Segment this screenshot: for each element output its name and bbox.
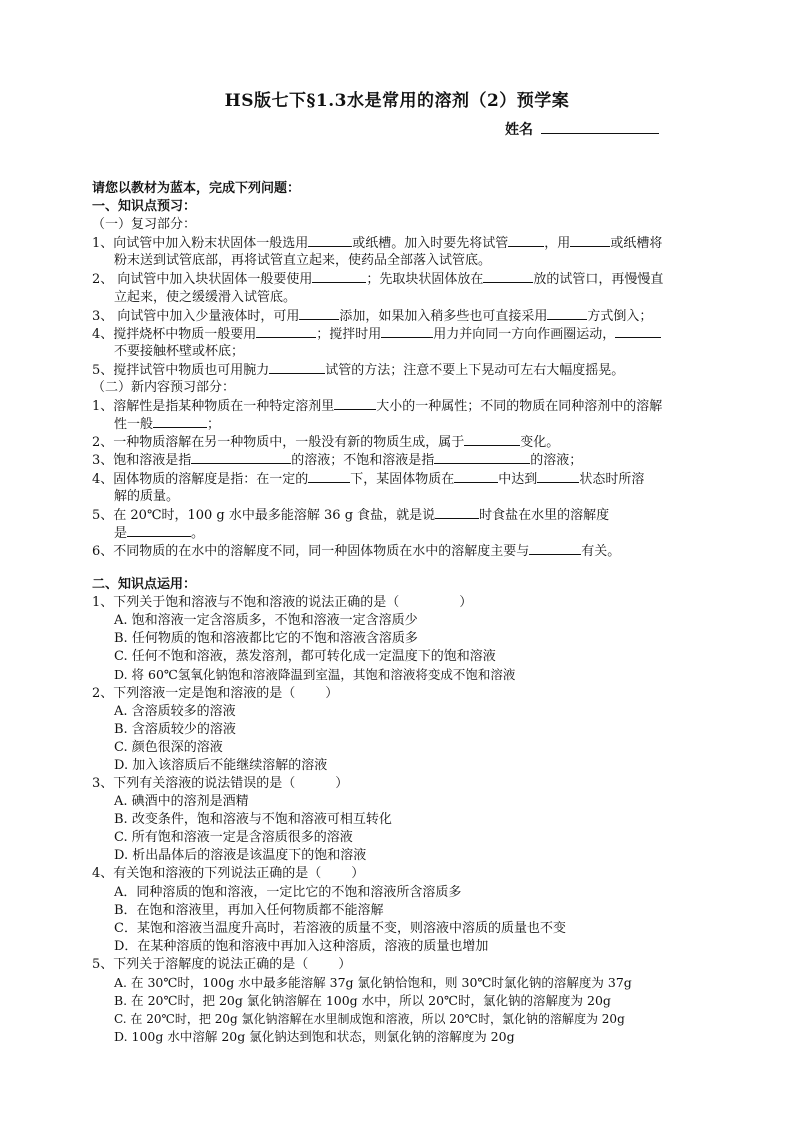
new-item-3: 3、饱和溶液是指 的溶液；不饱和溶液是指 的溶液； <box>92 453 583 469</box>
answer-blank[interactable] <box>434 451 530 464</box>
option[interactable]: A. 含溶质较多的溶液 <box>114 703 236 719</box>
review-item-1-cont: 粉末送到试管底部，再将试管直立起来，使药品全部落入试管底。 <box>114 253 492 269</box>
answer-blank[interactable] <box>299 307 339 320</box>
answer-blank[interactable] <box>153 415 207 428</box>
question-2: 2、下列溶液一定是饱和溶液的是（ ） <box>92 685 339 701</box>
name-blank[interactable] <box>541 121 659 134</box>
answer-blank[interactable] <box>127 524 191 537</box>
option[interactable]: C. 在 20℃时，把 20g 氯化钠溶解在水里制成饱和溶液，所以 20℃时，氯化钠的溶解度为 20g <box>114 1012 625 1027</box>
answer-blank[interactable] <box>308 470 350 483</box>
answer-blank[interactable] <box>508 234 544 247</box>
option[interactable]: D. 将 60℃氢氧化钠饱和溶液降温到室温，其饱和溶液将变成不饱和溶液 <box>114 667 516 683</box>
answer-blank[interactable] <box>381 325 433 338</box>
answer-blank[interactable] <box>615 325 661 338</box>
option[interactable]: D. 析出晶体后的溶液是该温度下的饱和溶液 <box>114 848 367 864</box>
new-item-5-cont: 是 。 <box>114 525 205 541</box>
option[interactable]: A. 在 30℃时，100g 水中最多能溶解 37g 氯化钠恰饱和，则 30℃时氯化钠的溶解度为 37g <box>114 975 632 991</box>
answer-blank[interactable] <box>529 542 581 555</box>
answer-blank[interactable] <box>537 470 579 483</box>
answer-blank[interactable] <box>435 506 479 519</box>
review-heading: （一）复习部分： <box>92 217 197 233</box>
new-item-1: 1、溶解性是指某种物质在一种特定溶剂里 大小的一种属性；不同的物质在同种溶剂中的溶解 <box>92 399 663 415</box>
option[interactable]: B. 含溶质较少的溶液 <box>114 721 236 737</box>
option[interactable]: D．在某种溶质的饱和溶液中再加入这种溶质，溶液的质量也增加 <box>114 938 489 954</box>
question-3: 3、下列有关溶液的说法错误的是（ ） <box>92 776 349 791</box>
option[interactable]: B. 在 20℃时，把 20g 氯化钠溶解在 100g 水中，所以 20℃时，氯化钠的溶解度为 20g <box>114 993 611 1009</box>
option[interactable]: B. 改变条件，饱和溶液与不饱和溶液可相互转化 <box>114 812 392 828</box>
answer-blank[interactable] <box>312 270 366 283</box>
option[interactable]: C. 颜色很深的溶液 <box>114 739 223 755</box>
question-4: 4、有关饱和溶液的下列说法正确的是（ ） <box>92 866 365 882</box>
new-item-6: 6、不同物质的在水中的溶解度不同，同一种固体物质在水中的溶解度主要与 有关。 <box>92 543 621 559</box>
answer-blank[interactable] <box>547 307 587 320</box>
answer-blank[interactable] <box>256 325 316 338</box>
section2-heading: 二、知识点运用： <box>92 576 197 592</box>
review-item-4-cont: 不要接触杯壁或杯底； <box>114 343 245 359</box>
answer-blank[interactable] <box>464 433 520 446</box>
answer-blank[interactable] <box>308 234 352 247</box>
answer-blank[interactable] <box>269 361 325 374</box>
option[interactable]: B. 任何物质的饱和溶液都比它的不饱和溶液含溶质多 <box>114 631 418 647</box>
question-1: 1、下列关于饱和溶液与不饱和溶液的说法正确的是（ ） <box>92 595 473 611</box>
answer-blank[interactable] <box>483 270 533 283</box>
option[interactable]: D. 加入该溶质后不能继续溶解的溶液 <box>114 757 328 773</box>
review-item-1: 1、向试管中加入粉末状固体一般选用 或纸槽。加入时要先将试管 ，用 或纸槽将 <box>92 236 663 252</box>
new-item-5: 5、在 20℃时，100 g 水中最多能溶解 36 g 食盐，就是说 时食盐在水里的溶解度 <box>92 507 610 523</box>
answer-blank[interactable] <box>454 470 498 483</box>
answer-blank[interactable] <box>570 234 610 247</box>
question-5: 5、下列关于溶解度的说法正确的是（ ） <box>92 956 352 972</box>
review-item-4: 4、搅拌烧杯中物质一般要用 ；搅拌时用 用力并向同一方向作画圈运动， <box>92 325 712 343</box>
option[interactable]: C．某饱和溶液当温度升高时，若溶液的质量不变，则溶液中溶质的质量也不变 <box>114 920 566 936</box>
answer-blank[interactable] <box>191 451 291 464</box>
option[interactable]: C. 任何不饱和溶液，蒸发溶剂，都可转化成一定温度下的饱和溶液 <box>114 649 496 665</box>
option[interactable]: A. 饱和溶液一定含溶质多，不饱和溶液一定含溶质少 <box>114 613 418 629</box>
new-item-2: 2、一种物质溶解在另一种物质中，一般没有新的物质生成，属于 变化。 <box>92 435 560 451</box>
instruction: 请您以教材为蓝本，完成下列问题： <box>92 181 301 196</box>
option[interactable]: D. 100g 水中溶解 20g 氯化钠达到饱和状态，则氯化钠的溶解度为 20g <box>114 1029 515 1045</box>
worksheet-content <box>92 180 712 1046</box>
option[interactable]: B．在饱和溶液里，再加入任何物质都不能溶解 <box>114 902 384 918</box>
new-item-4: 4、固体物质的溶解度是指：在一定的 下，某固体物质在 中达到 状态时所溶 <box>92 471 645 487</box>
review-item-2-cont: 立起来，使之缓缓滑入试管底。 <box>114 289 297 305</box>
option[interactable]: A. 碘酒中的溶剂是酒精 <box>114 794 249 810</box>
new-item-1-cont: 性一般 ； <box>114 417 221 433</box>
name-field <box>505 119 659 139</box>
option[interactable]: A．同种溶质的饱和溶液，一定比它的不饱和溶液所含溶质多 <box>114 884 462 900</box>
review-item-5: 5、搅拌试管中物质也可用腕力 试管的方法；注意不要上下晃动可左右大幅度摇晃。 <box>92 362 625 378</box>
new-heading: （二）新内容预习部分： <box>92 380 236 396</box>
name-label: 姓名 <box>505 122 533 138</box>
new-item-4-cont: 解的质量。 <box>114 488 180 504</box>
review-item-2: 2、 向试管中加入块状固体一般要使用 ；先取块状固体放在 放的试管口，再慢慢直 <box>92 272 664 288</box>
option[interactable]: C. 所有饱和溶液一定是含溶质很多的溶液 <box>114 830 353 846</box>
answer-blank[interactable] <box>334 397 376 410</box>
section1-heading: 一、知识点预习： <box>92 199 197 215</box>
page-title: HS版七下§1.3水是常用的溶剂（2）预学案 <box>224 91 570 111</box>
review-item-3: 3、 向试管中加入少量液体时，可用 添加，如果加入稍多些也可直接采用 方式倒入； <box>92 308 653 324</box>
